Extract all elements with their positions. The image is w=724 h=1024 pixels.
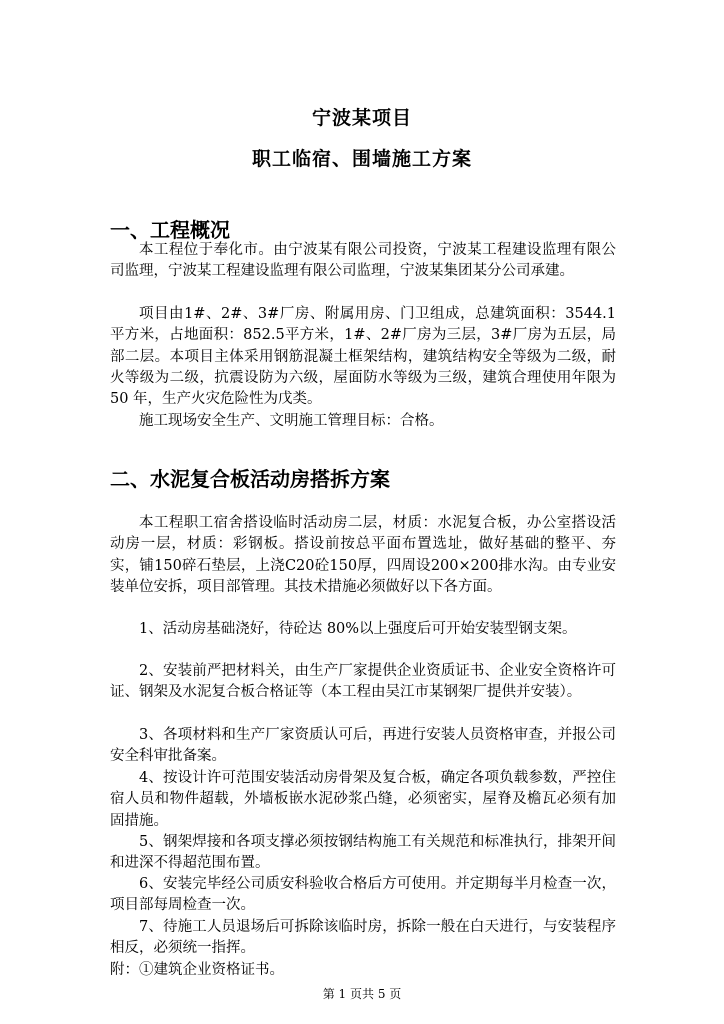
section2-list-item: 2、安装前严把材料关，由生产厂家提供企业资质证书、企业安全资格许可证、钢架及水泥复合板合格证等（本工程由吴江市某钢架厂提供并安装）。 bbox=[110, 663, 616, 701]
section2-heading: 二、水泥复合板活动房搭拆方案 bbox=[110, 467, 390, 491]
section2-list-item: 7、待施工人员退场后可拆除该临时房，拆除一般在白天进行，与安装程序相反，必须统一指挥。 bbox=[110, 919, 616, 957]
document-title-line1: 宁波某项目 bbox=[311, 107, 412, 129]
section2-list-item: 5、钢架焊接和各项支撑必须按钢结构施工有关规范和标准执行，排架开间和进深不得超范围布置。 bbox=[110, 834, 616, 872]
document-title-line2: 职工临宿、围墙施工方案 bbox=[251, 148, 472, 170]
section2-list-item: 3、各项材料和生产厂家资质认可后，再进行安装人员资格审查，并报公司安全科审批备案。 bbox=[110, 727, 616, 765]
section2-list-item: 1、活动房基础浇好，待砼达 80%以上强度后可开始安装型钢支架。 bbox=[139, 621, 577, 637]
section1-heading: 一、工程概况 bbox=[110, 218, 230, 242]
section2-paragraph: 本工程职工宿舍搭设临时活动房二层，材质：水泥复合板，办公室搭设活动房一层，材质：彩钢板。搭设前按总平面布置选址，做好基础的整平、夯实，铺150碎石垫层，上浇C20砼150厚，四周设200×200排水沟。由专业安装单位安拆，项目部管理。其技术措施必须做好以下各方面。 bbox=[110, 515, 616, 595]
attachment-note: 附：①建筑企业资格证书。 bbox=[110, 962, 284, 978]
section1-paragraph: 本工程位于奉化市。由宁波某有限公司投资，宁波某工程建设监理有限公司监理，宁波某工程建设监理有限公司监理，宁波某集团某分公司承建。 bbox=[110, 242, 616, 280]
page-number-footer: 第 1 页共 5 页 bbox=[322, 987, 402, 1001]
section2-list-item: 6、安装完毕经公司质安科验收合格后方可使用。并定期每半月检查一次，项目部每周检查一次。 bbox=[110, 876, 616, 914]
section1-paragraph: 项目由1#、2#、3#厂房、附属用房、门卫组成，总建筑面积：3544.1平方米，占地面积：852.5平方米，1#、2#厂房为三层，3#厂房为五层，局部二层。本项目主体采用钢筋混凝土框架结构，建筑结构安全等级为二级，耐火等级为二级，抗震设防为六级，屋面防水等级为三级，建筑合理使用年限为50 年，生产火灾危险性为戊类。 bbox=[110, 306, 616, 408]
section1-paragraph: 施工现场安全生产、文明施工管理目标：合格。 bbox=[139, 413, 444, 429]
section2-list-item: 4、按设计许可范围安装活动房骨架及复合板，确定各项负载参数，严控住宿人员和物件超载，外墙板嵌水泥砂浆凸缝，必须密实，屋脊及檐瓦必须有加固措施。 bbox=[110, 770, 616, 829]
